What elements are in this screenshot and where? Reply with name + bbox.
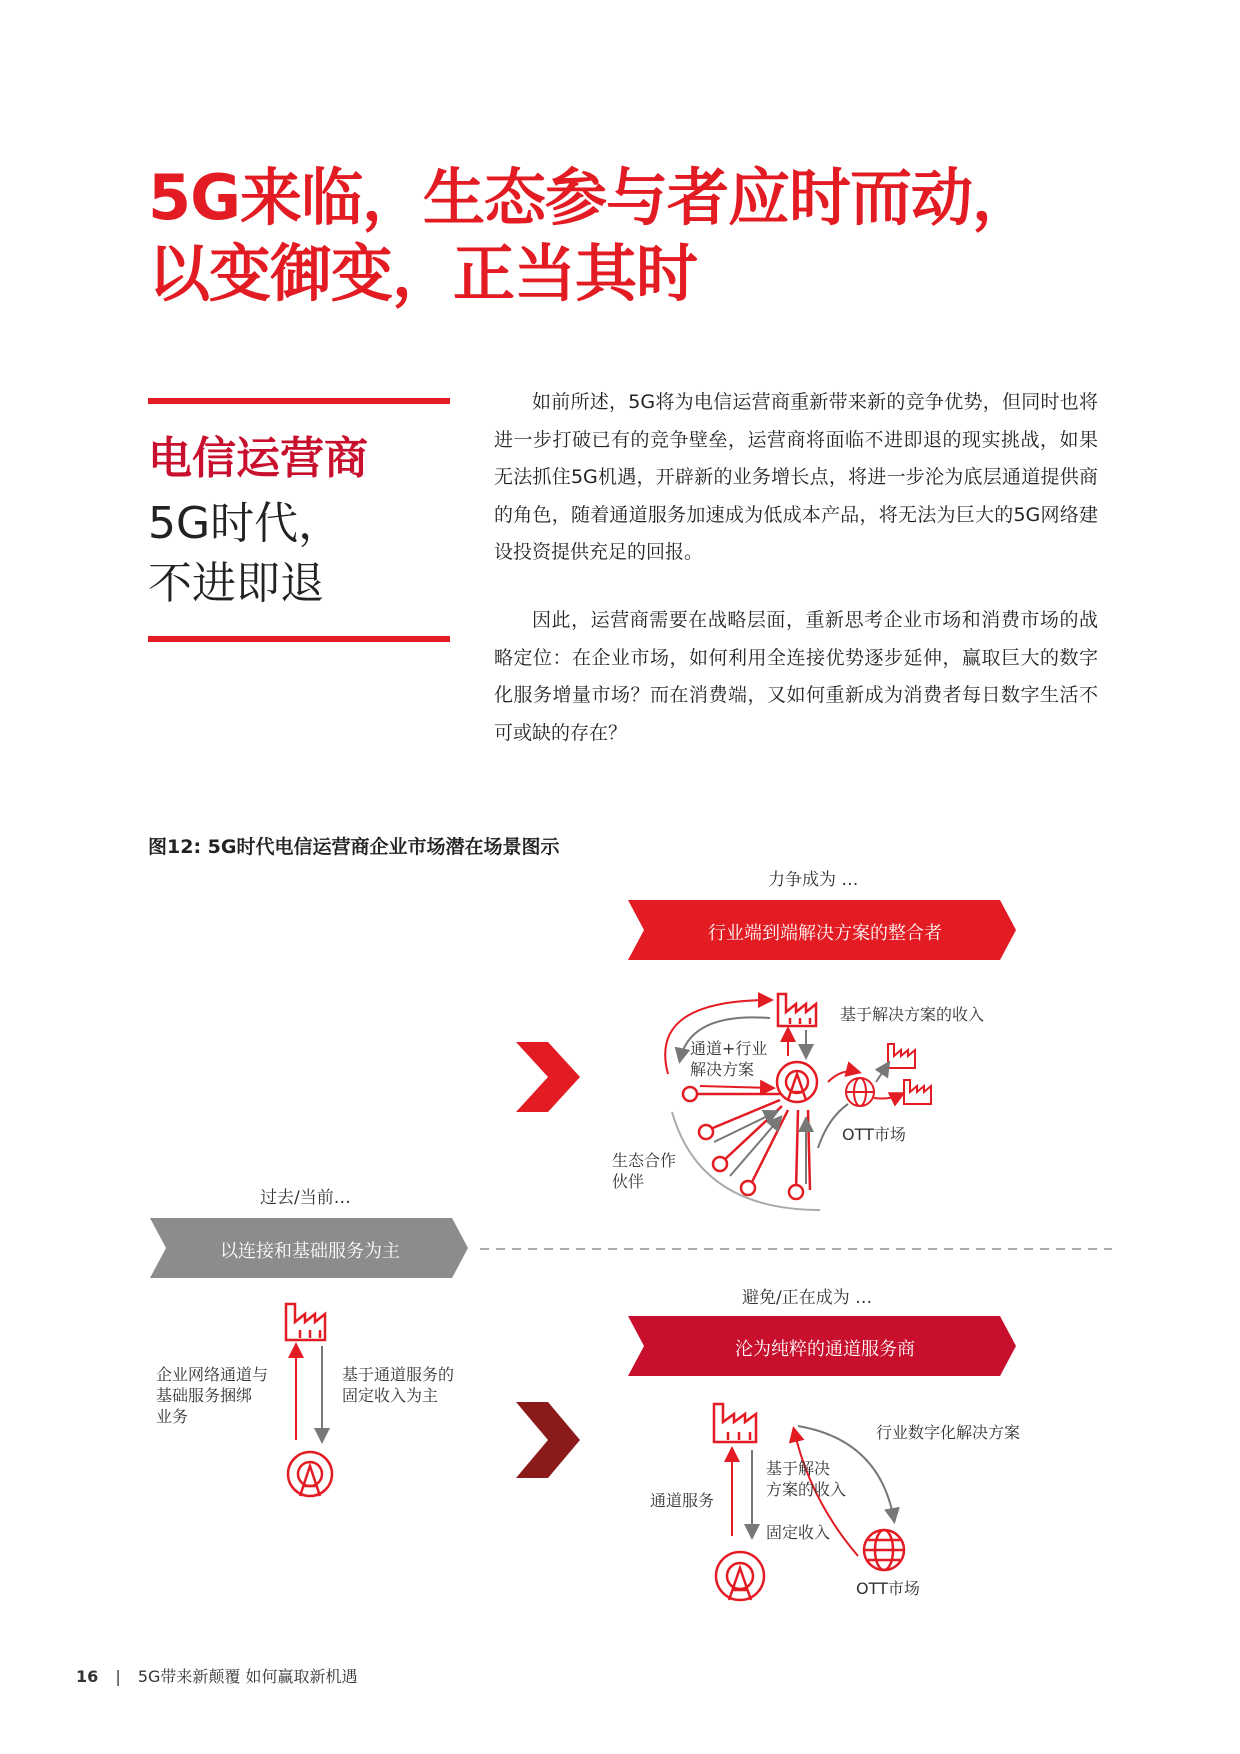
channel-solution-label: 通道+行业 解决方案 bbox=[690, 1039, 768, 1079]
factory-icon bbox=[904, 1080, 931, 1104]
past-band-text: 以连接和基础服务为主 bbox=[220, 1241, 400, 1262]
digital-solution-label: 行业数字化解决方案 bbox=[876, 1423, 1021, 1442]
factory-icon bbox=[286, 1304, 325, 1340]
title-line-2: 以变御变，正当其时 bbox=[148, 237, 698, 310]
avoid-label: 避免/正在成为 … bbox=[742, 1288, 873, 1308]
sidebar-subheading-2: 不进即退 bbox=[148, 558, 324, 609]
figure-caption: 图12: 5G时代电信运营商企业市场潜在场景图示 bbox=[148, 836, 560, 858]
factory-icon bbox=[714, 1404, 756, 1442]
fixed-income-label: 固定收入 bbox=[766, 1523, 831, 1542]
avoid-band-text: 沦为纯粹的通道服务商 bbox=[735, 1339, 915, 1360]
sidebar-heading: 电信运营商 bbox=[148, 433, 368, 484]
chevron-right-icon bbox=[516, 1402, 580, 1478]
page-number: 16 bbox=[76, 1667, 99, 1686]
cell-tower-icon bbox=[716, 1552, 764, 1600]
ecosystem-partner-label: 生态合作 伙伴 bbox=[612, 1151, 677, 1191]
past-left-label: 企业网络通道与 基础服务捆绑 业务 bbox=[156, 1365, 269, 1426]
past-label: 过去/当前… bbox=[260, 1188, 351, 1208]
title-line-1: 5G来临，生态参与者应时而动， bbox=[148, 161, 1034, 234]
sidebar-subheading-1: 5G时代， bbox=[148, 498, 343, 549]
partner-nodes bbox=[683, 1087, 810, 1199]
footer-separator: | bbox=[115, 1667, 121, 1686]
solution-income-label: 基于解决方案的收入 bbox=[840, 1005, 985, 1024]
ott-market-label: OTT市场 bbox=[842, 1125, 906, 1144]
bottom-solution-income-label: 基于解决 方案的收入 bbox=[766, 1459, 847, 1499]
chevron-right-icon bbox=[516, 1042, 580, 1112]
footer-text: 5G带来新颠覆 如何赢取新机遇 bbox=[137, 1667, 358, 1686]
strive-label: 力争成为 … bbox=[768, 870, 859, 890]
cell-tower-icon bbox=[288, 1452, 332, 1496]
body-paragraph-2: 因此，运营商需要在战略层面，重新思考企业市场和消费市场的战略定位：在企业市场，如何利用全连接优势逐步延伸，赢取巨大的数字化服务增量市场？而在消费端，又如何重新成为消费者每日数字生活不可或缺的存在？ bbox=[494, 609, 1098, 744]
bottom-ott-label: OTT市场 bbox=[856, 1579, 920, 1598]
factory-icon bbox=[778, 994, 816, 1026]
body-paragraph-1: 如前所述，5G将为电信运营商重新带来新的竞争优势，但同时也将进一步打破已有的竞争壁垒，运营商将面临不进即退的现实挑战，如果无法抓住5G机遇，开辟新的业务增长点，将进一步沦为底层通道提供商的角色，随着通道服务加速成为低成本产品，将无法为巨大的5G网络建设投资提供充足的回报。 bbox=[494, 391, 1098, 563]
globe-icon bbox=[846, 1078, 874, 1106]
globe-icon bbox=[864, 1530, 904, 1570]
channel-service-label: 通道服务 bbox=[650, 1491, 715, 1510]
past-right-label: 基于通道服务的 固定收入为主 bbox=[342, 1365, 455, 1405]
factory-icon bbox=[888, 1044, 915, 1068]
cell-tower-icon bbox=[777, 1062, 817, 1102]
footer bbox=[76, 1664, 358, 1687]
strive-band-text: 行业端到端解决方案的整合者 bbox=[708, 923, 942, 944]
